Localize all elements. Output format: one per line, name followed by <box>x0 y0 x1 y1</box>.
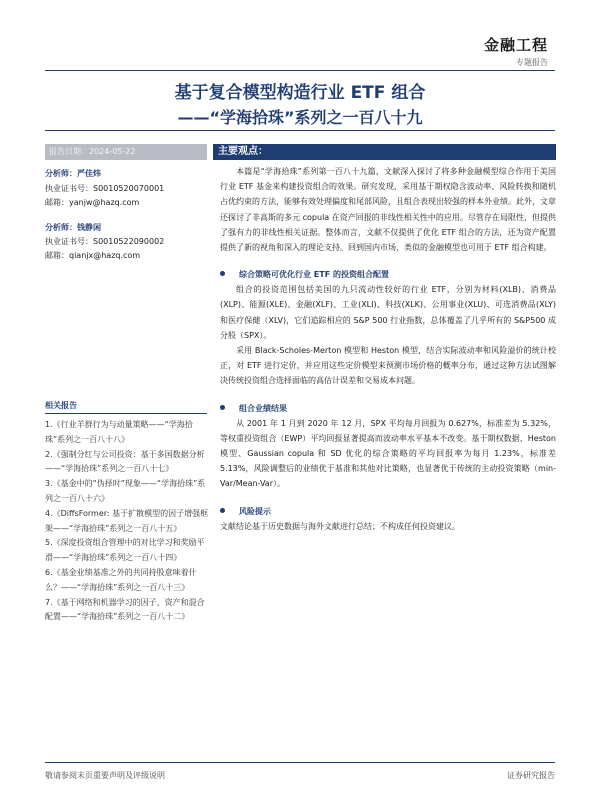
report-title: 基于复合模型构造行业 ETF 组合 <box>174 83 426 103</box>
title-divider <box>45 130 555 131</box>
related-report-link[interactable]: 7.《基于网络和机器学习的因子、资产和混合配置——“学海拾珠”系列之一百八十二》 <box>45 597 205 622</box>
header-divider <box>45 70 555 71</box>
related-reports-list <box>45 418 210 625</box>
related-report-link[interactable]: 6.《基金业绩基准之外的共同持股意味着什么？——“学海拾珠”系列之一百八十三》 <box>45 567 197 592</box>
related-report-link[interactable]: 1.《行业羊群行为与动量策略——“学海拾珠”系列之一百八十八》 <box>45 420 193 444</box>
related-report-link[interactable]: 4.《DiffsFormer: 基于扩散模型的因子增强框架——“学海拾珠”系列之一百八十五》 <box>45 508 209 533</box>
section-paragraph: 采用 Black-Scholes-Merton 模型和 Heston 模型，结合实际波动率和风险溢价的统计校正，对 ETF 进行定价，并应用这些定价模型来预测市场价格的概率分布，通过这种方法试图解决传统投资组合选择面临的高估计误差和交易成本问题。 <box>220 346 556 386</box>
footer-label: 证券研究报告 <box>507 771 555 780</box>
section-title: 综合策略可优化行业 ETF 的投资组合配置 <box>239 270 389 280</box>
section-title: 组合业绩结果 <box>239 403 287 413</box>
bullet-icon <box>220 405 225 410</box>
related-divider <box>45 413 207 414</box>
related-report-link[interactable]: 3.《基金中的“伪择时”现象——“学海拾珠”系列之一百八十六》 <box>45 479 206 503</box>
related-report-link[interactable]: 2.《强制分红与公司投资：基于多国数据分析——“学海拾珠”系列之一百八十七》 <box>45 449 205 474</box>
footer-disclaimer[interactable]: 敬请参阅末页重要声明及评级说明 <box>45 771 165 780</box>
intro-paragraph: 本篇是“学海拾珠”系列第一百八十九篇，文献深入探讨了将多种金融模型综合作用于美国行业 ETF 基金来构建投资组合的效果。研究发现，采用基于期权隐含波动率、风险转换和随机占优约束的方法，能够有效处理偏度和尾部风险，且组合表现出较强的样本外业绩。此外，文章还探讨了非高斯的多元 copula 在资产回报的非线性相关性中的应用。尽管存在局限性，但提供了强有力的非线性相关证据。整体而言，文献不仅提供了优化 ETF 组合的方法，还为资产配置提供了新的视角和深入的理论支持。回到国内市场，类似的金融模型也可用于 ETF 组合构建。 <box>220 167 556 253</box>
analyst-2-cert: 执业证书号：S0010522090002 <box>45 237 165 246</box>
analyst-2-name: 分析师：钱静闲 <box>45 223 101 232</box>
report-type: 专题报告 <box>516 58 548 67</box>
bullet-icon <box>220 271 225 276</box>
report-subtitle: ——“学海拾珠”系列之一百八十九 <box>177 108 423 127</box>
section-heading <box>220 403 556 414</box>
section-heading <box>220 269 556 280</box>
footer-divider <box>45 762 555 763</box>
report-date: 报告日期：2024-05-22 <box>45 144 207 160</box>
section-title: 风险提示 <box>239 506 271 516</box>
analyst-1-name: 分析师：严佳炜 <box>45 169 101 178</box>
analyst-1-email[interactable]: 邮箱：yanjw@hazq.com <box>45 198 140 207</box>
section-paragraph: 从 2001 年 1 月到 2020 年 12 月，SPX 平均每月回报为 0.627%，标准差为 5.32%，等权重投资组合（EWP）平均回报显著提高而波动率水平基本不改变。基于期权数据、Heston 模型、Gaussian copula 和 SD 优化的综合策略的平均回报率为每月 1.23%，标准差 5.13%，风险调整后的业绩优于基准和其他对比策略，也显著优于传统的主动投资策略（min-Var/Mean-Var）。 <box>220 418 556 489</box>
section-paragraph: 文献结论基于历史数据与海外文献进行总结；不构成任何投资建议。 <box>220 521 460 531</box>
section-heading <box>220 506 556 517</box>
related-reports-heading: 相关报告 <box>45 401 77 410</box>
main-body <box>220 164 556 534</box>
section-paragraph: 组合的投资范围包括美国的九只流动性较好的行业 ETF，分别为材料(XLB)、消费品(XLP)、能源(XLE)、金融(XLF)、工业(XLI)、科技(XLK)、公用事业(XLU)、可选消费品(XLY)和医疗保健（XLV)，它们追踪相应的 S&P 500 行业指数，总体覆盖了几乎所有的 S&P500 成分股（SPX）。 <box>220 285 556 340</box>
analyst-1-cert: 执业证书号：S0010520070001 <box>45 184 165 193</box>
bullet-icon <box>220 508 225 513</box>
key-points-label: 主要观点： <box>218 146 268 157</box>
analyst-2-email[interactable]: 邮箱：qianjx@hazq.com <box>45 251 141 260</box>
report-category: 金融工程 <box>483 36 548 54</box>
related-report-link[interactable]: 5.《深度投资组合管理中的对比学习和奖励平滑——“学海拾珠”系列之一百八十四》 <box>45 538 205 563</box>
